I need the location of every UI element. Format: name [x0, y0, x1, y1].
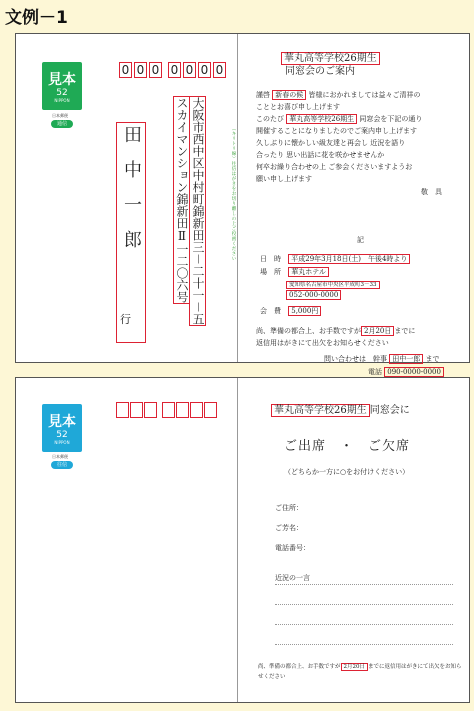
invite-body-line: 願い申し上げます — [256, 175, 312, 183]
postal-digit-box: 0 — [119, 62, 132, 78]
stamp-sample — [42, 404, 82, 452]
closing: 敬 具 — [421, 188, 442, 196]
memo-line — [275, 584, 453, 585]
card-divider — [237, 34, 238, 362]
memo-label: 近況の一言 — [275, 574, 310, 582]
memo-line — [275, 604, 453, 605]
date-label: 日 時 — [260, 255, 281, 263]
invite-body-line: こととお喜び申し上げます — [256, 103, 340, 111]
school-name-box: 華丸高等学校26期生 — [271, 404, 370, 417]
fee: 5,000円 — [288, 306, 321, 316]
postal-digit-box: 0 — [183, 62, 196, 78]
name-label: ご芳名： — [275, 524, 303, 532]
postal-digit-box: 0 — [168, 62, 181, 78]
postal-digit-box: 0 — [213, 62, 226, 78]
invite-subtitle: 同窓会のご案内 — [285, 66, 355, 77]
attendance-instruction: （どちらか一方に○をお付けください） — [284, 468, 410, 476]
note-prefix: 尚、準備の都合上、お手数ですが — [256, 327, 361, 335]
postal-digit-box — [176, 402, 189, 418]
postal-digit-box: 0 — [149, 62, 162, 78]
fold-note: （キリトリ線）往信はがきをお切り離しの上ご投函ください — [231, 126, 236, 261]
invite-body — [256, 89, 468, 185]
postal-digit-box — [190, 402, 203, 418]
invite-body-line: 何卒お繰り合わせの上 ご参会くださいますようお — [256, 163, 413, 171]
stamp-country: NIPPON — [54, 98, 70, 103]
honorific: 行 — [120, 313, 131, 326]
memo-line — [275, 624, 453, 625]
invite-body-line: このたび 華丸高等学校26期生 同窓会を下記の通り — [256, 115, 423, 123]
postal-digit-box — [130, 402, 143, 418]
place-name: 華丸ホテル — [288, 267, 329, 277]
postal-digit-box — [144, 402, 157, 418]
place-label: 場 所 — [260, 268, 281, 276]
phone-label: 電話 — [368, 368, 382, 376]
contact-name: 田中一郎 — [389, 354, 423, 364]
place-tel: 052-000-0000 — [286, 290, 341, 300]
stamp-value: 52 — [56, 88, 68, 98]
postal-code-boxes — [119, 62, 228, 81]
note-line-2: 返信用はがきにて出欠をお知らせください — [256, 339, 389, 347]
stamp-value: 52 — [56, 430, 68, 440]
postal-digit-box: 0 — [198, 62, 211, 78]
stamp-caption: 日本郵便 — [52, 454, 68, 459]
postal-digit-box: 0 — [134, 62, 147, 78]
invite-body-line: 合ったり 思い出話に花を咲かせませんか — [256, 151, 385, 159]
school-name-box: 華丸高等学校26期生 — [281, 52, 380, 65]
invite-body-line: 久しぶりに懐かしい級友達と再会し 近況を語り — [256, 139, 406, 147]
postal-code-boxes — [116, 402, 218, 421]
deadline-box: 2月20日 — [361, 326, 394, 336]
place-address: 愛知県名古屋市中央区平成町3－33 — [286, 281, 380, 289]
address-line-1: 大阪市西中区中村町錦新田三－二十一－五 — [191, 97, 205, 326]
stamp-sample — [42, 62, 82, 110]
recipient-name: 田中一郎 — [116, 122, 146, 343]
ki-mark: 記 — [357, 236, 364, 244]
stamp-label: 見本 — [48, 414, 76, 430]
page-heading: 文例－1 — [5, 8, 68, 28]
invite-body-line: 開催することになりましたのでご案内申し上げます — [256, 127, 417, 135]
invite-title — [281, 52, 380, 78]
reply-note-prefix: 尚、準備の都合上、お手数ですが — [258, 664, 341, 670]
stamp-tag: 通信 — [51, 120, 73, 128]
invitation-postcard — [15, 33, 470, 376]
stamp-country: NIPPON — [54, 440, 70, 445]
event-date: 平成29年3月18日(土) 午後4時より — [288, 254, 410, 264]
attendance-options: ご出席 ・ ご欠席 — [284, 439, 411, 454]
postal-digit-box — [116, 402, 129, 418]
reply-title-suffix: 同窓会に — [369, 405, 410, 416]
note-suffix: までに — [394, 327, 416, 335]
contact-prefix: 問い合わせは 幹事 — [324, 355, 387, 363]
reply-title — [271, 401, 410, 416]
reply-note-suffix: までに返信用はがきにて出欠をお知らせください — [258, 664, 462, 680]
highlight-box: 華丸高等学校26期生 — [286, 114, 357, 124]
contact-phone: 090-0000-0000 — [384, 367, 444, 377]
fee-label: 会 費 — [260, 307, 281, 315]
address-label: ご住所： — [275, 504, 303, 512]
reply-postcard — [15, 377, 470, 703]
highlight-box: 新春の候 — [272, 90, 306, 100]
reply-note — [258, 662, 466, 682]
postal-digit-box — [162, 402, 175, 418]
deadline-box: 2月20日 — [341, 663, 369, 671]
phone-label: 電話番号： — [275, 544, 310, 552]
stamp-label: 見本 — [48, 72, 76, 88]
contact-suffix: まで — [425, 355, 440, 363]
stamp-caption: 日本郵便 — [52, 113, 68, 118]
invite-body-line: 謹啓 新春の候 皆様におかれましては益々ご清祥の — [256, 91, 421, 99]
card-divider — [237, 378, 238, 702]
postal-digit-box — [204, 402, 217, 418]
stamp-tag: 往信 — [51, 461, 73, 469]
address-line-2: スカイマンション錦新田Ⅱ一二〇六号 — [175, 97, 189, 303]
memo-line — [275, 644, 453, 645]
